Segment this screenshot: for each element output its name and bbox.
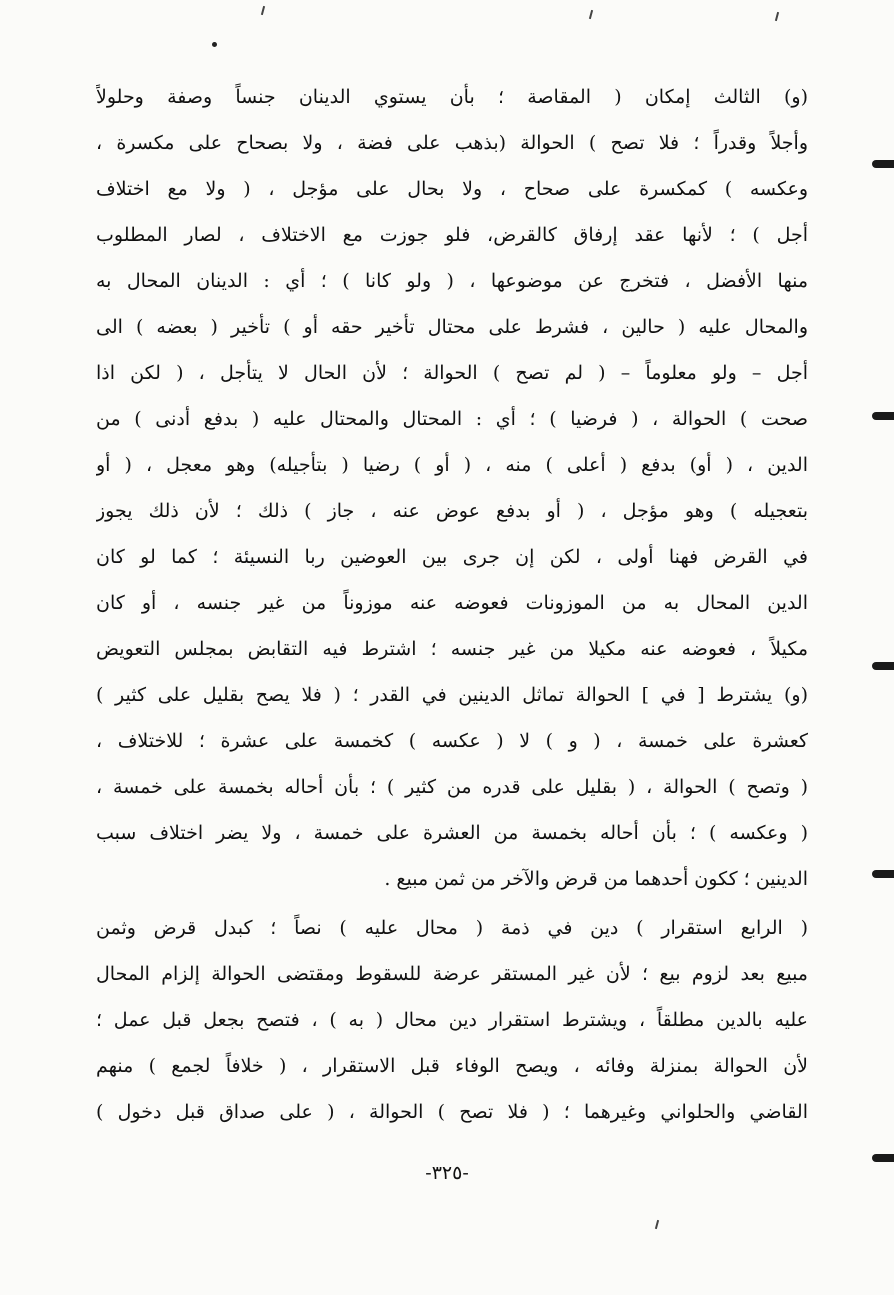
paragraph-conditions-third [96,74,808,902]
text-line: الدين ، ( أو) بدفع ( أعلى ) منه ، ( أو ) رضيا ( بتأجيله) وهو معجل ، ( أو [96,454,808,476]
text-line: وعكسه ) كمكسرة على صحاح ، ولا بحال على مؤجل ، ( ولا مع اختلاف [96,178,808,200]
ink-dot [212,42,217,47]
text-line: القاضي والحلواني وغيرهما ؛ ( فلا تصح ) الحوالة ، ( على صداق قبل دخول ) [96,1101,808,1123]
text-line: كعشرة على خمسة ، ( و ) لا ( عكسه ) كخمسة على عشرة ؛ للاختلاف ، [96,730,808,752]
binding-edge-mark [872,870,894,878]
ink-speck [655,1220,659,1229]
text-line: وأجلاً وقدراً ؛ فلا تصح ) الحوالة (بذهب على فضة ، ولا بصحاح على مكسرة ، [96,132,808,154]
text-line: الدينين ؛ ككون أحدهما من قرض والآخر من ثمن مبيع . [384,868,808,890]
text-line: لأن الحوالة بمنزلة وفائه ، ويصح الوفاء قبل الاستقرار ، ( خلافاً لجمع ) منهم [96,1055,808,1077]
text-line: منها الأفضل ، فتخرج عن موضوعها ، ( ولو كانا ) ؛ أي : الدينان المحال به [96,270,808,292]
text-line: في القرض فهنا أولى ، لكن إن جرى بين العوضين ربا النسيئة ؛ كما لو كان [96,546,808,568]
binding-edge-mark [872,412,894,420]
binding-edge-mark [872,662,894,670]
text-line: أجل – ولو معلوماً – ( لم تصح ) الحوالة ؛ لأن الحال لا يتأجل ، ( لكن اذا [96,362,808,384]
text-line: ( وتصح ) الحوالة ، ( بقليل على قدره من كثير ) ؛ بأن أحاله بخمسة على خمسة ، [96,776,808,798]
text-line: ( الرابع استقرار ) دين في ذمة ( محال عليه ) نصاً ؛ كبدل قرض وثمن [96,917,808,939]
text-line: الدين المحال به من الموزونات فعوضه عنه موزوناً من غير جنسه ، أو كان [96,592,808,614]
text-line: ( وعكسه ) ؛ بأن أحاله بخمسة من العشرة على خمسة ، ولا يضر اختلاف سبب [96,822,808,844]
ink-speck [589,10,593,19]
text-line: مبيع بعد لزوم بيع ؛ لأن غير المستقر عرضة للسقوط ومقتضى الحوالة إلزام المحال [96,963,808,985]
text-line: (و) الثالث إمكان ( المقاصة ؛ بأن يستوي الدينان جنساً وصفة وحلولاً [96,86,808,108]
page-number: -٣٢٥- [425,1162,469,1184]
binding-edge-mark [872,1154,894,1162]
ink-speck [775,12,779,21]
text-line: صحت ) الحوالة ، ( فرضيا ) ؛ أي : المحتال والمحتال عليه ( بدفع أدنى ) من [96,408,808,430]
text-line: بتعجيله ) وهو مؤجل ، ( أو بدفع عوض عنه ، جاز ) ذلك ؛ لأن ذلك يجوز [96,500,808,522]
binding-edge-mark [872,160,894,168]
text-line: أجل ) ؛ لأنها عقد إرفاق كالقرض، فلو جوزت مع الاختلاف ، لصار المطلوب [96,224,808,246]
text-line: عليه بالدين مطلقاً ، ويشترط استقرار دين محال ( به ) ، فتصح بجعل قبل عمل ؛ [96,1009,808,1031]
text-line: (و) يشترط [ في ] الحوالة تماثل الدينين في القدر ؛ ( فلا يصح بقليل على كثير ) [96,684,808,706]
text-line: مكيلاً ، فعوضه عنه مكيلا من غير جنسه ؛ اشترط فيه التقابض بمجلس التعويض [96,638,808,660]
text-line: والمحال عليه ( حالين ، فشرط على محتال تأخير حقه أو ) تأخير ( بعضه ) الى [96,316,808,338]
ink-speck [261,6,265,15]
paragraph-conditions-fourth [96,905,808,1135]
